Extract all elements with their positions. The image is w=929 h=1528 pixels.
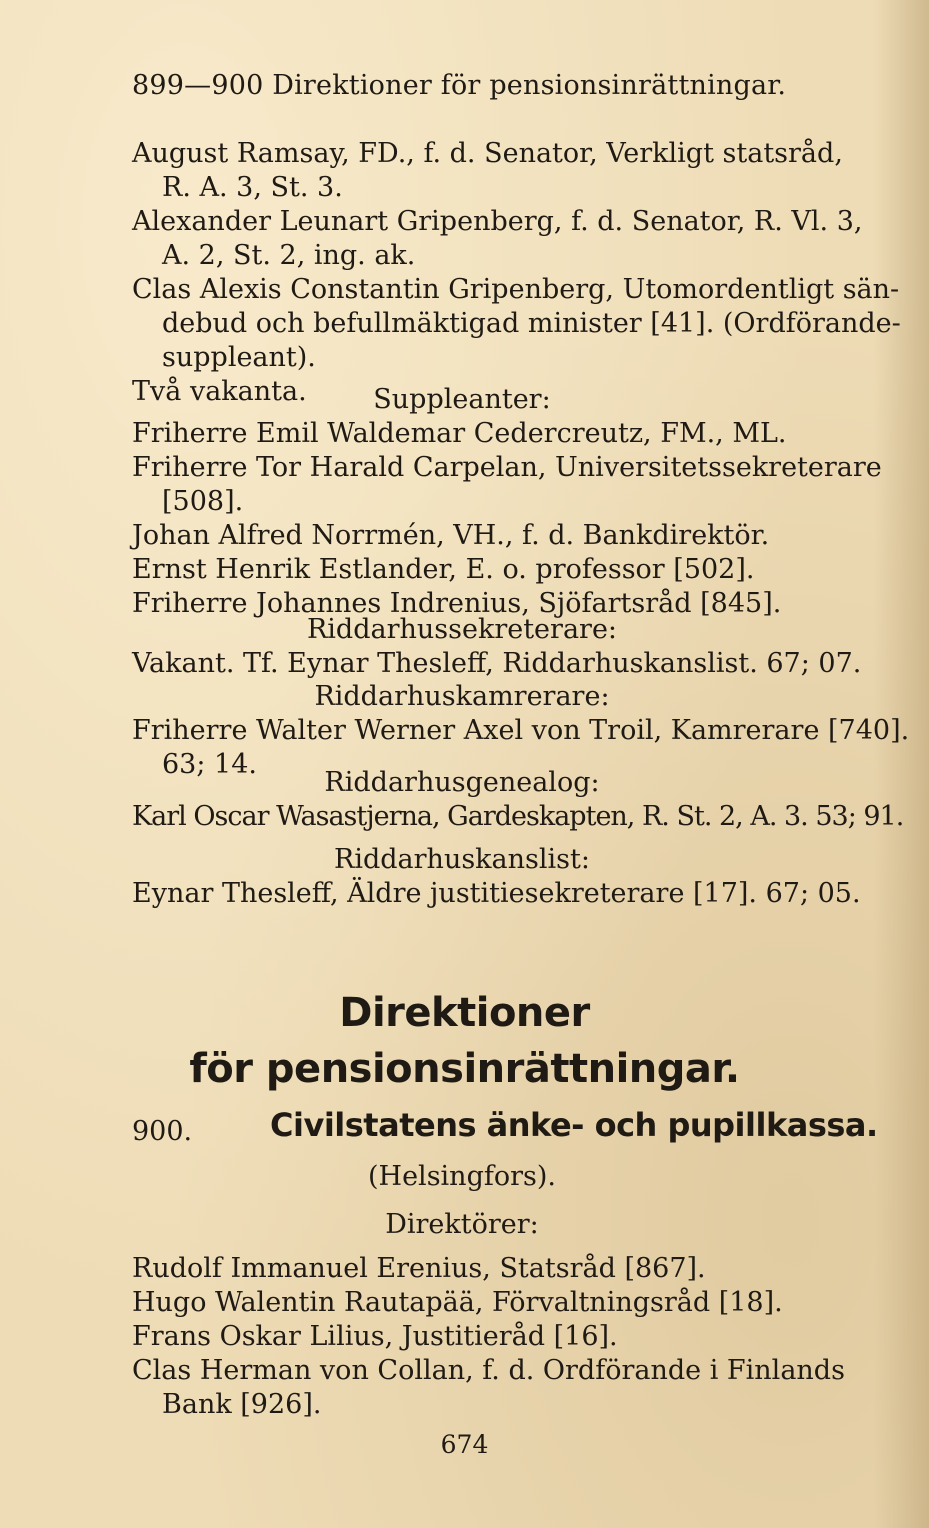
member-line: A. 2, St. 2, ing. ak. [162,240,416,271]
member-line: R. A. 3, St. 3. [162,172,343,203]
entry-subtitle: Civilstatens änke- och pupillkassa. [270,1106,878,1144]
entry-line: Karl Oscar Wasastjerna, Gardeskapten, R. St. 2, A. 3. 53; 91. [132,801,904,832]
section-heading: Riddarhuskamrerare: [314,681,610,712]
entry-line: 63; 14. [162,749,257,780]
section-heading: Riddarhussekreterare: [306,614,618,645]
members-list [132,137,922,409]
riddarhussekreterare-section [132,613,922,681]
member-line: suppleant). [162,342,316,373]
direktor-line: Rudolf Immanuel Erenius, Statsråd [867]. [132,1253,706,1284]
section-heading: Riddarhuskanslist: [334,844,590,875]
location-label: (Helsingfors). [368,1161,556,1192]
running-header: 899—900 Direktioner för pensionsinrättningar. [132,70,787,101]
direktor-line: Bank [926]. [162,1389,322,1420]
suppleanter-section [132,383,922,621]
entry-line: Eynar Thesleff, Äldre justitiesekreterare [17]. 67; 05. [132,878,861,909]
suppleant-line: Ernst Henrik Estlander, E. o. professor [502]. [132,554,755,585]
suppleant-line: Friherre Emil Waldemar Cedercreutz, FM., ML. [132,418,787,449]
member-line: Clas Alexis Constantin Gripenberg, Utomordentligt sän- [132,274,900,305]
entry-line: Vakant. Tf. Eynar Thesleff, Riddarhuskanslist. 67; 07. [132,648,862,679]
suppleant-line: Friherre Tor Harald Carpelan, Universitetssekreterare [132,452,882,483]
suppleant-line: Johan Alfred Norrmén, VH., f. d. Bankdirektör. [132,520,770,551]
entry-line: Friherre Walter Werner Axel von Troil, Kamrerare [740]. [132,715,910,746]
section-heading: Suppleanter: [373,384,551,415]
section-title-line-1: Direktioner [339,990,590,1036]
entry-number: 900. [132,1116,193,1147]
page-number: 674 [440,1430,489,1459]
riddarhusgenealog-section [132,766,922,834]
direktor-line: Frans Oskar Lilius, Justitieråd [16]. [132,1321,618,1352]
section-heading: Direktörer: [385,1209,539,1240]
suppleant-line: Friherre Johannes Indrenius, Sjöfartsråd [845]. [132,588,782,619]
riddarhuskanslist-section [132,843,922,911]
direktor-line: Clas Herman von Collan, f. d. Ordförande i Finlands [132,1355,845,1386]
member-line: Alexander Leunart Gripenberg, f. d. Senator, R. Vl. 3, [132,206,863,237]
direktorer-section [132,1160,922,1422]
member-line: August Ramsay, FD., f. d. Senator, Verkligt statsråd, [132,138,843,169]
section-heading: Riddarhusgenealog: [324,767,600,798]
section-title-line-2: för pensionsinrättningar. [189,1046,740,1092]
member-line: Två vakanta. [132,376,307,407]
suppleant-line: [508]. [162,486,244,517]
member-line: debud och befullmäktigad minister [41]. (Ordförande- [162,308,901,339]
direktor-line: Hugo Walentin Rautapää, Förvaltningsråd [18]. [132,1287,783,1318]
